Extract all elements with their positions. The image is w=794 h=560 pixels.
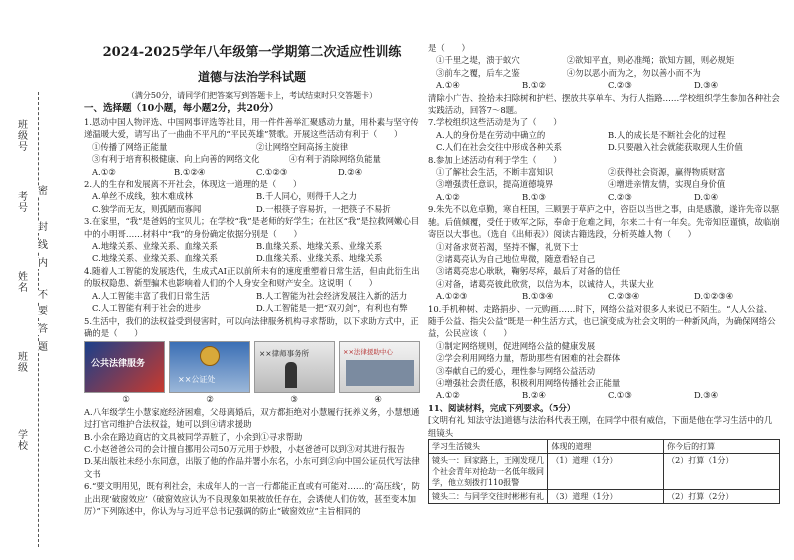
exam-note: （满分50分，请同学们把答案写到答题卡上，考试结束时只交答题卡） bbox=[126, 91, 378, 100]
seal-word: 封 bbox=[38, 222, 48, 233]
question-8: 8.参加上述活动有利于学生（ ） bbox=[428, 154, 562, 165]
option: D.只要融入社会就能获取现人生价值 bbox=[608, 142, 743, 153]
table-cell: （2）打算（2分） bbox=[664, 490, 780, 504]
choice: A.①② bbox=[436, 191, 460, 202]
q7-options bbox=[428, 129, 780, 141]
option: C.地缘关系、业缘关系、血缘关系 bbox=[92, 253, 219, 264]
choice: A.①②③ bbox=[436, 291, 468, 302]
caption: ③ bbox=[290, 394, 298, 405]
q7-intro: 清除小广告、捡拾未扫除树和护栏、摆放共享单车、为行人指路……学校组织学生参加各种社会实践活动，回答7～8题。 bbox=[428, 92, 780, 116]
q4-options bbox=[84, 290, 420, 302]
option: A.人工智能丰富了我们日常生活 bbox=[92, 290, 210, 301]
caption: ② bbox=[206, 394, 214, 405]
option: B.血缘关系、地缘关系、业缘关系 bbox=[256, 241, 383, 252]
choice: C.①③ bbox=[608, 390, 632, 401]
choice: B.①②④ bbox=[174, 166, 206, 177]
table-cell: 镜头二：与同学交往时彬彬有礼 bbox=[429, 490, 548, 504]
choice: A.①② bbox=[436, 390, 460, 401]
q8-options bbox=[428, 178, 780, 190]
seal-word: 不 bbox=[38, 290, 48, 301]
choice: B.①② bbox=[522, 80, 546, 91]
option: ③增强责任意识，提高道德境界 bbox=[436, 179, 554, 190]
seal-line bbox=[38, 92, 39, 547]
option: ①制定网络规则，促进网络公益的健康发展 bbox=[436, 340, 596, 351]
q5-option-b: B.小余在路边商店的文具被同学弄脏了，小余到①寻求帮助 bbox=[84, 431, 303, 442]
photo-text: 公共法律服务 bbox=[91, 359, 146, 370]
exam-subtitle: 道德与法治学科试题 bbox=[197, 70, 306, 84]
choice: C.①②③ bbox=[256, 166, 288, 177]
question-5: 5.生活中，我们的法权益受到侵害时，可以向法律服务机构寻求帮助，以下求助方式中，正确的是（ ） bbox=[84, 315, 419, 338]
q8-options bbox=[428, 166, 780, 178]
q6-tail: 是（ ） bbox=[428, 43, 470, 53]
material-text: [文明有礼 知法守法]道德与法治科代表王刚，在同学中很有威信，下面是他在学习生活中的几组镜头 bbox=[428, 415, 773, 438]
table-header-row bbox=[429, 440, 780, 454]
option: B.人的成长是不断社会化的过程 bbox=[608, 129, 726, 140]
option: ①传播了网络正能量 bbox=[92, 141, 168, 152]
left-column bbox=[84, 0, 420, 517]
counter-icon bbox=[346, 360, 414, 386]
seal-word: 内 bbox=[38, 258, 48, 269]
choice: D.③④ bbox=[694, 390, 719, 401]
option: C.独学而无友，则孤陋而寡闻 bbox=[92, 203, 202, 214]
option: ②让网络空间高扬主旋律 bbox=[256, 141, 349, 152]
binding-margin bbox=[0, 0, 70, 560]
label-seat-number: 班级号 bbox=[18, 120, 28, 153]
option: C.人们在社会交往中形成各种关系 bbox=[436, 142, 563, 153]
option: ②诸葛亮认为自己地位卑微，随意看轻自己 bbox=[436, 253, 596, 264]
photo-text: ××律师事务所 bbox=[259, 349, 310, 359]
option: ①了解社会生活，不断丰富知识 bbox=[436, 167, 554, 178]
table-header: 体现的道理 bbox=[548, 440, 664, 454]
option: ④对备，诸葛亮彼此欣赏，以信为本，以诚待人，共谋大业 bbox=[436, 278, 654, 289]
seal-word: 密 bbox=[38, 186, 48, 197]
choice: D.③④ bbox=[694, 80, 719, 91]
q3-options bbox=[84, 240, 420, 252]
q6-choices bbox=[428, 79, 780, 91]
option: ③有利于培育积极健康、向上向善的网络文化 bbox=[92, 154, 260, 165]
q5-option-c: C.小赵爸爸公司的会计擅自挪用公司50万元用于炒股，小赵爸爸可以到③对其进行报告 bbox=[84, 443, 405, 454]
choice: A.①④ bbox=[436, 80, 460, 91]
option: ③奉献自己的爱心，理性参与网络公益活动 bbox=[436, 365, 596, 376]
choice: D.①④ bbox=[694, 191, 719, 202]
option: ④增强社会责任感，积极利用网络传播社会正能量 bbox=[436, 377, 621, 388]
q8-choices bbox=[428, 191, 780, 203]
photo-legal-aid-center bbox=[339, 341, 420, 393]
photo-text: ××法律援助中心 bbox=[343, 348, 393, 357]
option: C.人工智能有利于社会的进步 bbox=[92, 303, 202, 314]
choice: B.②④ bbox=[522, 390, 546, 401]
table-row bbox=[429, 490, 780, 504]
q5-option-d: D.某出版社未经小东同意，出版了他的作品并署小东名，小东可到②向中国公证员代写法律文书 bbox=[84, 456, 420, 479]
question-6: 6.“要文明用见，既有利社会，未成年人的一言一行都能正直或有可能对……的‘高压线’，防止出现‘破窗效应’（破窗效应认为不良现象如果被放任存在，会诱使人们仿效，甚至变本加厉）”下列陈述中，你认为与习近平总书记强调的防止“破窗效应”主旨相同的 bbox=[84, 481, 420, 516]
option: A.单丝不成线，独木难成林 bbox=[92, 191, 193, 202]
option: D.人工智能是一把“双刃剑”，有利也有弊 bbox=[256, 303, 408, 314]
label-class: 班级 bbox=[18, 352, 28, 374]
q1-options bbox=[84, 153, 420, 165]
caption: ① bbox=[122, 394, 130, 405]
right-column bbox=[428, 0, 780, 504]
answer-table bbox=[428, 439, 780, 504]
option: ④勿以恶小而为之，勿以善小而不为 bbox=[566, 67, 701, 78]
option: ②欲知平直，则必准绳；欲知方圆，则必规矩 bbox=[566, 55, 735, 66]
label-name: 姓名 bbox=[18, 272, 28, 294]
seal-word: 答 bbox=[38, 324, 48, 335]
question-4: 4.随着人工智能的发展迭代，生成式AI正以前所未有的速度重塑着日常生活，但由此衍生出的版权隐患、新型骗术也影响着人们的个人身安全和财产安全。这说明（ ） bbox=[84, 265, 420, 289]
option: B.人工智能为社会经济发展注入新的活力 bbox=[256, 290, 408, 301]
photo-text: ××公证处 bbox=[178, 374, 216, 384]
table-cell: 镜头一：回家路上，王刚发现几个社会青年对抢劫一名低年级同学，他立刻拨打110报警 bbox=[429, 454, 548, 490]
person-icon bbox=[285, 362, 297, 388]
q7-options bbox=[428, 141, 780, 153]
choice: B.①③ bbox=[522, 191, 546, 202]
label-exam-number: 考号 bbox=[18, 192, 28, 214]
choice: B.①③④ bbox=[522, 291, 554, 302]
table-row bbox=[429, 454, 780, 490]
table-cell: （2）打算（1分） bbox=[664, 454, 780, 490]
exam-title: 2024-2025学年八年级第一学期第二次适应性训练 bbox=[102, 45, 402, 60]
section-2-heading: 11、阅读材料，完成下列要求。（5分） bbox=[428, 402, 576, 413]
question-3: 3.在家里，“我”是爸妈的宝贝儿；在学校“我”是老师的好学生；在社区“我”是拉救网嫩心目中的小明哥……材料中“我”的身份确定依据分别是（ ） bbox=[84, 216, 420, 239]
section-heading: 一、选择题（10小题，每小题2分，共20分） bbox=[84, 103, 279, 114]
q6-options bbox=[428, 54, 780, 66]
option: ①对备求贤若渴，坚持不懈，礼贤下士 bbox=[436, 241, 579, 252]
table-header: 学习生活镜头 bbox=[429, 440, 548, 454]
option: A.人的身份是在劳动中确立的 bbox=[436, 129, 546, 140]
photo-law-firm bbox=[254, 341, 335, 393]
q5-option-a: A.八年级学生小慧家庭经济困难，父母离婚后，双方都拒绝对小慧履行抚养义务，小慧想通过打官司维护合法权益，她可以到④请求援助 bbox=[84, 406, 420, 430]
choice: C.②③④ bbox=[608, 291, 640, 302]
q5-images bbox=[84, 341, 420, 393]
q5-image-captions bbox=[84, 393, 420, 405]
q6-options bbox=[428, 67, 780, 79]
label-school: 学校 bbox=[18, 430, 28, 452]
table-cell: （3）道理（1分） bbox=[548, 490, 664, 504]
q1-choices bbox=[84, 166, 420, 178]
q10-choices bbox=[428, 389, 780, 401]
question-7: 7.学校组织这些活动是为了（ ） bbox=[428, 117, 562, 128]
option: D.一根筷子容易折，一把筷子不易折 bbox=[256, 203, 391, 214]
option: ③前车之覆，后车之鉴 bbox=[436, 67, 520, 78]
seal-word: 题 bbox=[38, 342, 48, 353]
photo-notary-office bbox=[169, 341, 250, 393]
choice: C.②③ bbox=[608, 191, 632, 202]
question-1: 1.恩动中国人物评选、中国网事评选等社目，用一件件善举汇聚感动力量，用朴素与坚守传递温暖大爱，请写出了一曲曲不平凡的“平民英雄”赞歌。开展这些活动有利于（ ） bbox=[84, 117, 419, 140]
choice: D.①②③④ bbox=[694, 291, 734, 302]
option: ②获得社会资源，赢得物质财富 bbox=[608, 167, 726, 178]
question-2: 2.人的生存和发展离不开社会，体现这一道理的是（ ） bbox=[84, 179, 302, 190]
photo-legal-service bbox=[84, 341, 165, 393]
choice: C.②③ bbox=[608, 80, 632, 91]
question-10: 10.手机种树、走路捐步、一元购画……时下，网络公益对很多人来说已不陌生。“人人公益、随手公益、指尖公益”既是一种生活方式，也已演变成为社会文明的一种新风尚，为确保网络公益，公民应该（ ） bbox=[428, 303, 776, 339]
choice: D.②④ bbox=[338, 166, 363, 177]
question-9: 9.朱先不以危卓勤，寒自枉国，三顾罢于草庐之中，咨臣以当世之事，由是感激，遂许先帝以驱驰。后值倾覆，受任于败军之际，奉命于危难之间，尔来二十有一年矣。先帝知臣谨慎，故临崩寄臣以大事也。（选自《出师表》）阅读古籍选段，分析英雄人物（ ） bbox=[428, 204, 780, 240]
option: ②学会利用网络力量，帮助那些有困难的社会群体 bbox=[436, 353, 621, 364]
option: A.地缘关系、业缘关系、血缘关系 bbox=[92, 241, 218, 252]
option: ④有利于消除网络负能量 bbox=[288, 154, 381, 165]
option: ④增进亲情友情，实现自身价值 bbox=[608, 179, 726, 190]
emblem-icon bbox=[200, 346, 220, 366]
seal-word: 线 bbox=[38, 240, 48, 251]
seal-word: 要 bbox=[38, 306, 48, 317]
q2-options bbox=[84, 190, 420, 202]
caption: ④ bbox=[374, 394, 382, 405]
option: ①千里之堤，溃于蚁穴 bbox=[436, 55, 520, 66]
choice: A.①② bbox=[92, 166, 116, 177]
option: D.血缘关系、业缘关系、地缘关系 bbox=[256, 253, 383, 264]
option: B.千人同心，则得千人之力 bbox=[256, 191, 357, 202]
table-cell: （1）道理（1分） bbox=[548, 454, 664, 490]
option: ③诸葛亮忠心耿耿，鞠躬尽瘁，最后了对备的信任 bbox=[436, 266, 621, 277]
q3-options bbox=[84, 252, 420, 264]
q1-options bbox=[84, 141, 420, 153]
q4-options bbox=[84, 302, 420, 314]
q9-choices bbox=[428, 290, 780, 302]
q2-options bbox=[84, 203, 420, 215]
table-header: 你今后的打算 bbox=[664, 440, 780, 454]
